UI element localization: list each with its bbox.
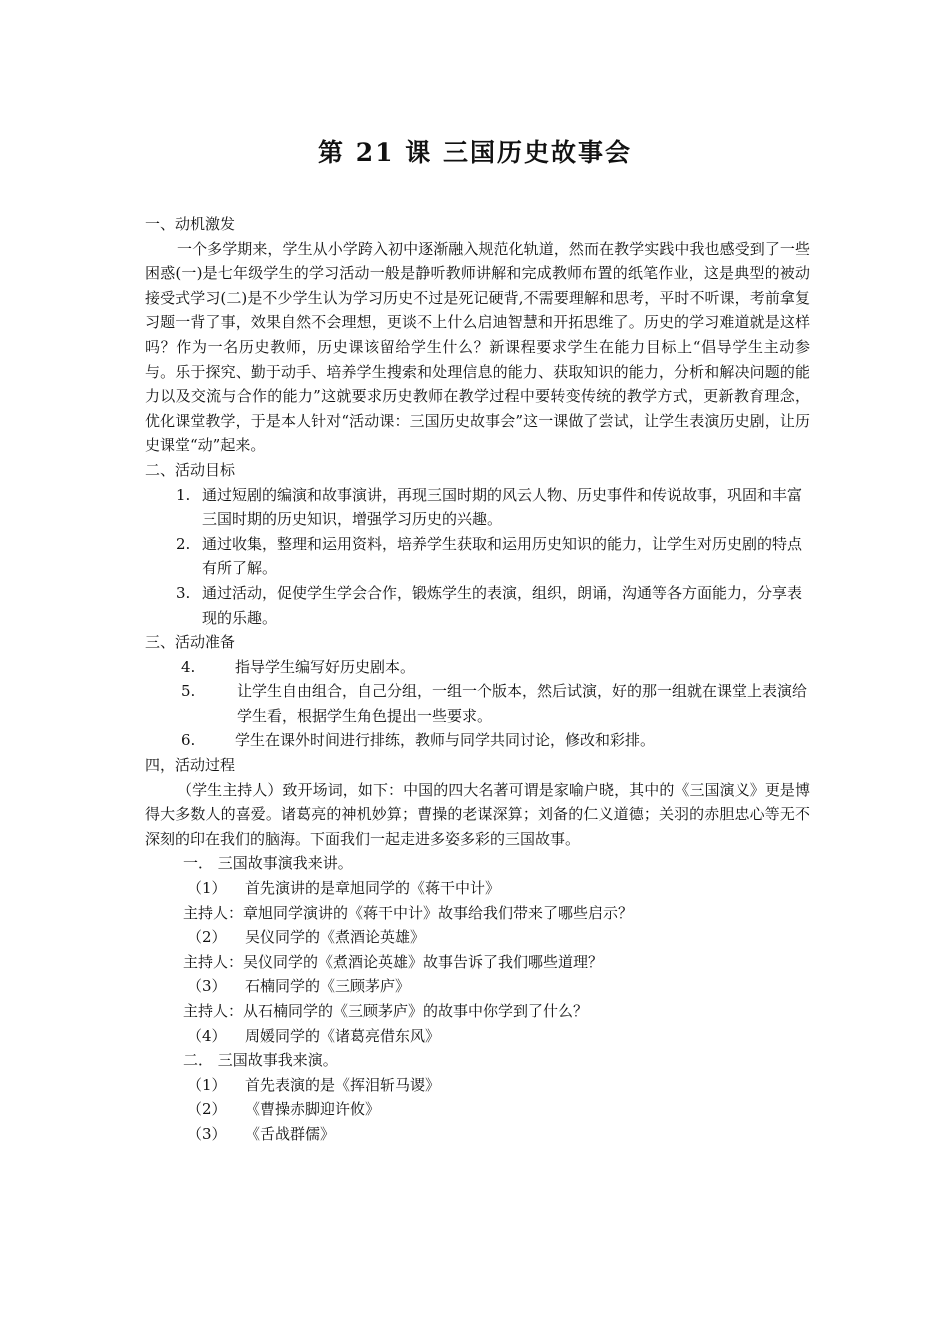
goal-item: 3. 通过活动，促使学生学会合作，锻炼学生的表演，组织，朗诵，沟通等各方面能力，分享表现的乐趣。	[176, 583, 803, 627]
preparation-item: 4. 指导学生编写好历史剧本。	[181, 657, 416, 676]
document-body	[145, 212, 810, 1147]
host-line: 主持人：从石楠同学的《三顾茅庐》的故事中你学到了什么？	[183, 1002, 589, 1020]
host-line: 主持人：吴仪同学的《煮酒论英雄》故事告诉了我们哪些道理？	[183, 952, 604, 971]
section-heading-goals: 二、活动目标	[145, 460, 236, 479]
opening-paragraph: （学生主持人）致开场词，如下：中国的四大名著可谓是家喻户晓，其中的《三国演义》更是博得大多数人的喜爱。诸葛亮的神机妙算；曹操的老谋深算；刘备的仁义道德；关羽的赤胆忠心等无不深刻的印在我们的脑海。下面我们一起走进多姿多彩的三国故事。	[145, 780, 810, 848]
goal-item: 1. 通过短剧的编演和故事演讲，再现三国时期的风云人物、历史事件和传说故事，巩固和丰富三国时期的历史知识，增强学习历史的兴趣。	[176, 485, 803, 529]
motivation-paragraph: 一个多学期来，学生从小学跨入初中逐渐融入规范化轨道，然而在教学实践中我也感受到了一些困惑(一)是七年级学生的学习活动一般是静听教师讲解和完成教师布置的纸笔作业，这是典型的被动接受式学习(二)是不少学生认为学习历史不过是死记硬背,不需要理解和思考，平时不听课，考前拿复习题一背了事，效果自然不会理想，更谈不上什么启迪智慧和开拓思维了。历史的学习难道就是这样吗？作为一名历史教师，历史课该留给学生什么？新课程要求学生在能力目标上“倡导学生主动参与。乐于探究、勤于动手、培养学生搜索和处理信息的能力、获取知识的能力，分析和解决问题的能力以及交流与合作的能力”这就要求历史教师在教学过程中要转变传统的教学方式，更新教育理念，优化课堂教学，于是本人针对“活动课：三国历史故事会”这一课做了尝试，让学生表演历史剧，让历史课堂“动”起来。	[145, 239, 810, 455]
preparation-item: 6. 学生在课外时间进行排练，教师与同学共同讨论，修改和彩排。	[181, 731, 656, 750]
part-heading-performance: 二． 三国故事我来演。	[183, 1051, 338, 1070]
section-heading-preparation: 三、活动准备	[145, 633, 236, 652]
part-heading-speech: 一． 三国故事演我来讲。	[183, 854, 353, 873]
performance-line: （1） 首先表演的是《挥泪斩马谡》	[187, 1075, 441, 1094]
section-heading-process: 四，活动过程	[145, 756, 236, 775]
speech-line: （4） 周媛同学的《诸葛亮借东风》	[187, 1026, 441, 1045]
speech-line: （1） 首先演讲的是章旭同学的《蒋干中计》	[187, 879, 501, 898]
preparation-item: 5. 让学生自由组合，自己分组，一组一个版本，然后试演，好的那一组就在课堂上表演给学生看，根据学生角色提出一些要求。	[181, 682, 808, 725]
speech-line: （3） 石楠同学的《三顾茅庐》	[187, 977, 411, 996]
performance-line: （3） 《舌战群儒》	[187, 1124, 336, 1143]
host-line: 主持人：章旭同学演讲的《蒋干中计》故事给我们带来了哪些启示？	[183, 903, 634, 922]
speech-line: （2） 吴仪同学的《煮酒论英雄》	[187, 928, 426, 947]
page-title: 第 21 课 三国历史故事会	[318, 138, 632, 167]
section-heading-motivation: 一、动机激发	[145, 215, 236, 233]
performance-line: （2） 《曹操赤脚迎许攸》	[187, 1100, 381, 1119]
goal-item: 2. 通过收集，整理和运用资料，培养学生获取和运用历史知识的能力，让学生对历史剧的特点有所了解。	[176, 534, 803, 578]
